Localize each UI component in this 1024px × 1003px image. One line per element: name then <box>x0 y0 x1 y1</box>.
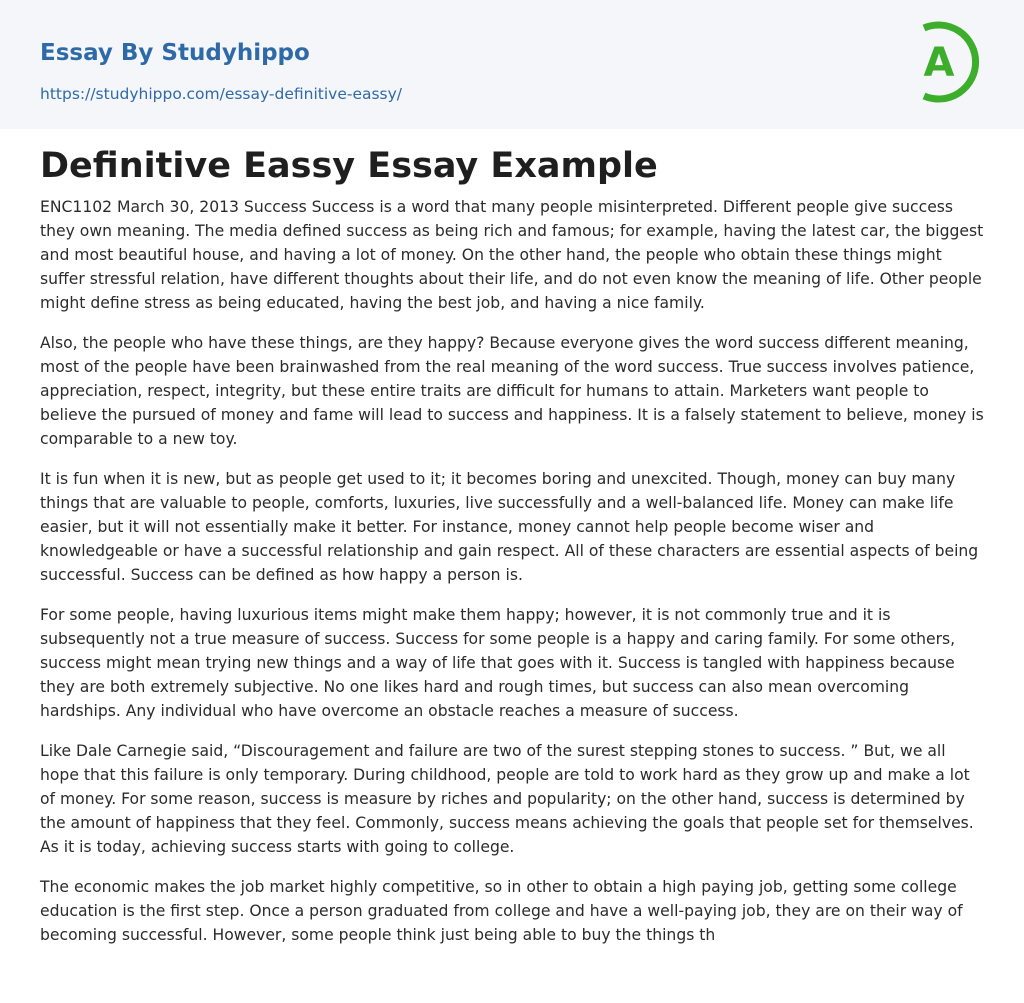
essay-paragraph: It is fun when it is new, but as people get used to it; it becomes boring and unexcited. Though, money can buy many things that are valuable to people, comforts, luxuries, live successfully and a well-balanced life. Money can make life easier, but it will not essentially make it better. For instance, money cannot help people become wiser and knowledgeable or have a successful relationship and gain respect. All of these characters are essential aspects of being successful. Success can be defined as how happy a person is. <box>40 470 979 584</box>
site-brand[interactable]: Essay By Studyhippo <box>40 40 310 66</box>
source-url-link[interactable]: https://studyhippo.com/essay-definitive-eassy/ <box>40 85 403 103</box>
studyhippo-logo-icon[interactable] <box>911 18 987 106</box>
essay-body <box>40 195 985 963</box>
essay-paragraph: ENC1102 March 30, 2013 Success Success is a word that many people misinterpreted. Different people give success they own meaning. The media defined success as being rich and famous; for example, having the latest car, the biggest and most beautiful house, and having a lot of money. On the other hand, the people who obtain these things might suffer stressful relation, have different thoughts about their life, and do not even know the meaning of life. Other people might define stress as being educated, having the best job, and having a nice family. <box>40 198 984 312</box>
page-title: Definitive Eassy Essay Example <box>40 146 658 186</box>
essay-paragraph: Like Dale Carnegie said, “Discouragement and failure are two of the surest stepping stones to success. ” But, we all hope that this failure is only temporary. During childhood, people are told to work hard as they grow up and make a lot of money. For some reason, success is measure by riches and popularity; on the other hand, success is determined by the amount of happiness that they feel. Commonly, success means achieving the goals that people set for themselves. As it is today, achieving success starts with going to college. <box>40 742 974 856</box>
essay-paragraph: For some people, having luxurious items might make them happy; however, it is not commonly true and it is subsequently not a true measure of success. Success for some people is a happy and caring family. For some others, success might mean trying new things and a way of life that goes with it. Success is tangled with happiness because they are both extremely subjective. No one likes hard and rough times, but success can also mean overcoming hardships. Any individual who have overcome an obstacle reaches a measure of success. <box>40 606 956 720</box>
site-header <box>0 0 1024 129</box>
logo-letter: A <box>923 40 955 86</box>
essay-paragraph: The economic makes the job market highly competitive, so in other to obtain a high paying job, getting some college education is the first step. Once a person graduated from college and have a well-paying job, they are on their way of becoming successful. However, some people think just being able to buy the things th <box>40 878 963 944</box>
essay-paragraph: Also, the people who have these things, are they happy? Because everyone gives the word success different meaning, most of the people have been brainwashed from the real meaning of the word success. True success involves patience, appreciation, respect, integrity, but these entire traits are difficult for humans to attain. Marketers want people to believe the pursued of money and fame will lead to success and happiness. It is a falsely statement to believe, money is comparable to a new toy. <box>40 334 984 448</box>
